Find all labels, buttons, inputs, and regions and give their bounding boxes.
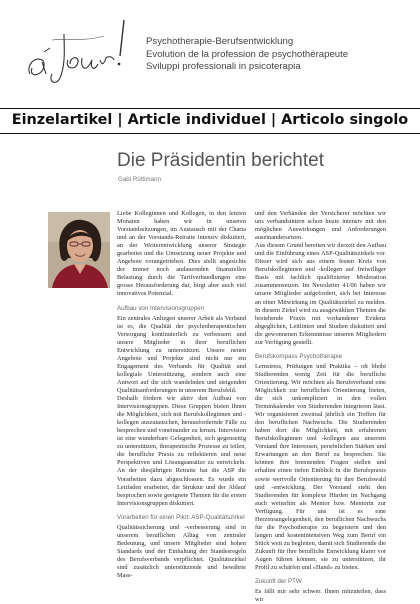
article-title: Die Präsidentin berichtet — [117, 150, 324, 171]
paragraph: Es fällt mir sehr schwer. Ihnen mitzuteilen, dass wir — [255, 588, 386, 604]
journal-title-it: Sviluppi professionali in psicoterapia — [146, 61, 301, 73]
subheading: Zukunft der PTW — [255, 578, 302, 586]
paragraph: Lernstress, Prüfungen und Praktika – oft bleibt Studierenden wenig Zeit für die berufliche Orientierung. Wir möchten als Berufsverband eine Möglichkeit zur beruflichen Orientierung bieten, die sich unkompliziert in den vollen Terminkalender von Studierenden integrieren lässt. Wir organisieren zweimal jährlich ein Treffen für den beruflichen Nachwuchs. Die Studierenden haben dort die Möglichkeit, mit erfahrenen Berufskolleginnen und -kollegen aus unserem Vorstand ihre Interessen, persönlichen Stärken und Erwartungen an den Beruf zu besprechen. Sie können ihre brennenden Fragen stellen und erhalten einen tiefen Einblick in die Berufspraxis sowie wertvolle Orientierung für ihre Berufswahl und -entwicklung. Der Vorstand steht den Studierenden für komplexe Hürden im Nachgang auch weiterhin als Mentor bzw. Mentorin zur Verfügung. Für uns ist es eine Herzensangelegenheit, den beruflichen Nachwuchs für die Psychotherapie zu begeistern und den langen und kostenintensiven Weg zum Beruf ein Stück weit zu begleiten, damit sich Studierende die Zukunft für ihre berufliche Entwicklung klarer vor Augen führen können, sie zu unterstützen, ihr Profil zu schärfen und «Hand» zu bieten. — [255, 362, 386, 572]
journal-logo — [24, 16, 136, 86]
paragraph: Aus diesem Grund bereiten wir derzeit den Aufbau und die Einführung eines ASP-Qualitätszirkels vor. Dieser wird sich aus einem festen Kreis von Berufskolleginnen und -kollegen auf freiwilliger Basis mit fachlich qualifizierter Moderation zusammensetzen. Im Newsletter 41/06 haben wir unsere Mitglieder aufgefordert, sich bei Interesse an einer Mitwirkung im Qualitätszirkel zu melden. In diesem Zirkel wird zu ausgewählten Themen die bestehende Praxis mit vorhandener Evidenz abgeglichen, Leitlinien und Studien diskutiert und die gewonnenen Erkenntnisse unseren Mitgliedern zur Verfügung gestellt. — [255, 242, 386, 346]
article-author: Gabi Rüttimann — [118, 176, 161, 183]
subheading: Aufbau von Intervisionsgruppen — [117, 304, 205, 312]
journal-titles — [146, 36, 348, 74]
paragraph: Deshalb fördern wir aktiv den Aufbau von Intervisionsgruppen. Diese Gruppen bieten Ihnen die Möglichkeit, sich mit Berufskolleginnen und -kollegen auszutauschen, herausfordernde Fälle zu besprechen und voneinander zu lernen. Intervision ist eine wunderbare Gelegenheit, sich gegenseitig zu unterstützen, therapeutische Prozesse zu teilen, die berufliche Praxis zu reflektieren und neue Perspektiven und Lösungsansätze zu entwickeln. An der diesjährigen Retraite hat die ASP die Vorarbeiten dazu abgeschlossen. Es wurde ein Leitfaden erarbeitet, die Struktur und der Ablauf besprochen sowie geeignete Themen für die ersten Intervisionsgruppen diskutiert. — [117, 395, 246, 507]
author-photo — [48, 212, 110, 288]
paragraph: Ein zentrales Anliegen unserer Arbeit als Verband ist es, die Qualität der psychotherapeutischen Versorgung kontinuierlich zu verbessern und unsere Mitglieder in ihrer beruflichen Entwicklung zu unterstützen. Unsere neuen Angebote und Projekte sind nicht nur ein Engagement des Verbands für Qualität und kollegiale Unterstützung, sondern auch eine Antwort auf die sich wandelnden und steigenden Qualitätsanforderungen in unserem Berufsfeld. — [117, 314, 246, 394]
article-column-1 — [117, 210, 246, 580]
article-column-2 — [255, 210, 386, 604]
journal-title-fr: Evolution de la profession de psychothérapeute — [146, 48, 349, 60]
paragraph: Qualitätssicherung und -verbesserung sind in unserem beruflichen Alltag von zentraler Bedeutung, und unsere Mitglieder sind hohen Standards und der Einhaltung der Standesregeln des Berufsverbands verpflichtet. Qualitätszirkel sind zusätzlich unterstützende und bewährte Mass- — [117, 523, 246, 580]
article-type-banner — [0, 108, 420, 134]
paragraph: Liebe Kolleginnen und Kollegen, in den letzten Monaten haben wir in unseren Vorstandssitzungen, im Austausch mit der Charta und an der Vorstands-Retraite intensiv diskutiert, an der Weiterentwicklung unserer Strategie gearbeitet und die Umsetzung neuer Projekte und Angebote vorangetrieben. Dies stellt angesichts der immer noch andauernden finanziellen Belastung durch die Tarifverhandlungen eine grosse Herausforderung dar, birgt aber auch viel innovatives Potenzial. — [117, 210, 246, 298]
subheading: Berufskompass Psychotherapie — [255, 352, 343, 360]
subheading: Vorarbeiten für einen Pilot: ASP-Qualitätszirkel — [117, 513, 245, 521]
journal-title-de: Psychotherapie-Berufsentwicklung — [146, 36, 294, 47]
paragraph: und den Verbänden der Versicherer möchten wir uns verbandsintern schon heute intensiv mit den möglichen Auswirkungen und Anforderungen auseinandersetzen. — [255, 210, 386, 242]
banner-text: Einzelartikel | Article individuel | Articolo singolo — [11, 112, 409, 128]
